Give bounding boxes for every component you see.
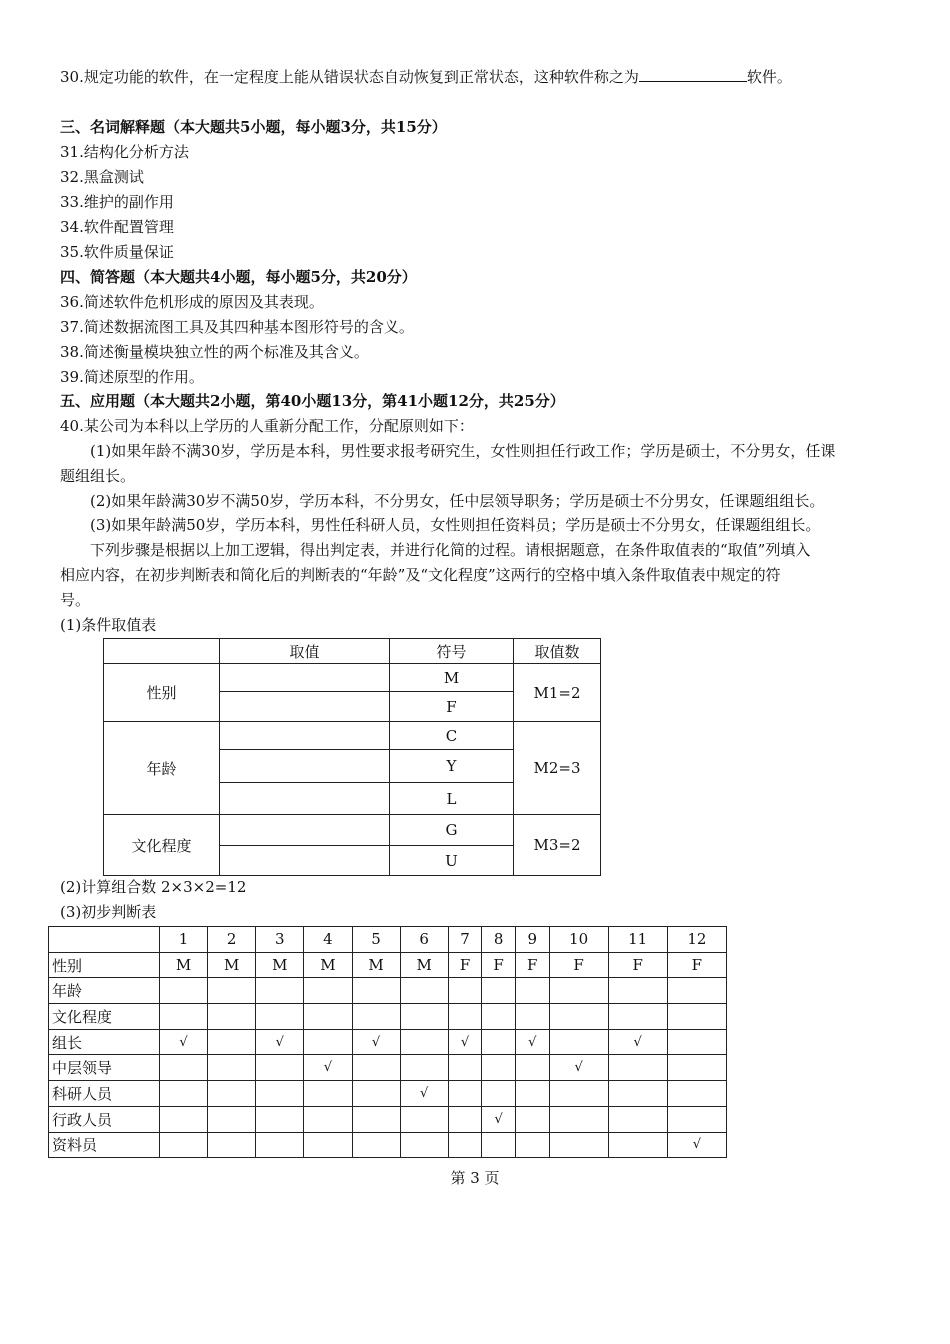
table-cell: M: [400, 952, 448, 978]
table-cell: M: [304, 952, 352, 978]
check-mark: √: [515, 1029, 549, 1055]
table-cell: F: [515, 952, 549, 978]
table-row: [49, 952, 727, 978]
table-cell: [352, 1106, 400, 1132]
table-row: [49, 1029, 727, 1055]
header-count: 取值数: [514, 639, 601, 664]
table-cell[interactable]: [667, 1004, 726, 1030]
question-33: 33.维护的副作用: [60, 193, 174, 211]
table-cell: [549, 1029, 608, 1055]
table-cell[interactable]: [160, 978, 208, 1004]
table-cell: M: [256, 952, 304, 978]
symbol: G: [390, 815, 514, 846]
table-cell: [549, 1132, 608, 1158]
value-cell[interactable]: [220, 846, 390, 876]
rule-number: 11: [608, 927, 667, 953]
table-cell: [208, 1029, 256, 1055]
table-cell: [482, 1081, 516, 1107]
value-cell[interactable]: [220, 750, 390, 783]
table-cell: [160, 1055, 208, 1081]
symbol: U: [390, 846, 514, 876]
table-cell: [667, 1106, 726, 1132]
question-40: 40.某公司为本科以上学历的人重新分配工作，分配原则如下：: [60, 417, 474, 435]
rule-number: 1: [160, 927, 208, 953]
value-cell[interactable]: [220, 722, 390, 750]
question-30: [60, 67, 792, 87]
check-mark: √: [400, 1081, 448, 1107]
table-cell: F: [608, 952, 667, 978]
q30-suffix: 软件。: [746, 68, 792, 86]
instruction-1: 下列步骤是根据以上加工逻辑，得出判定表，并进行化简的过程。请根据题意，在条件取值表的“取值”列填入: [90, 541, 811, 559]
table-cell: [608, 1081, 667, 1107]
table-row: [49, 1106, 727, 1132]
instruction-3: 号。: [60, 591, 91, 609]
rule-3: (3)如果年龄满50岁，学历本科，男性任科研人员，女性则担任资料员；学历是硕士不分男女，任课题组组长。: [90, 516, 821, 534]
table-cell[interactable]: [667, 978, 726, 1004]
symbol: M: [390, 664, 514, 692]
question-36: 36.简述软件危机形成的原因及其表现。: [60, 293, 324, 311]
question-32: 32.黑盒测试: [60, 168, 144, 186]
table-cell: [304, 1081, 352, 1107]
q30-text: 30.规定功能的软件，在一定程度上能从错误状态自动恢复到正常状态，这种软件称之为: [60, 68, 639, 86]
question-37: 37.简述数据流图工具及其四种基本图形符号的含义。: [60, 318, 414, 336]
corner-cell: [49, 927, 160, 953]
table-cell: [256, 1055, 304, 1081]
table-cell: F: [667, 952, 726, 978]
answer-blank: [639, 67, 747, 82]
rule-number: 6: [400, 927, 448, 953]
page-number: 第 3 页: [450, 1169, 500, 1187]
check-mark: √: [256, 1029, 304, 1055]
table-cell: [400, 1132, 448, 1158]
table-cell: [448, 1106, 482, 1132]
row-label: 组长: [49, 1029, 160, 1055]
instruction-2: 相应内容，在初步判断表和简化后的判断表的“年龄”及“文化程度”这两行的空格中填入条件取值表中规定的符: [60, 566, 781, 584]
rule-1: (1)如果年龄不满30岁，学历是本科，男性要求报考研究生，女性则担任行政工作；学历是硕士，不分男女，任课: [90, 442, 836, 460]
table-cell: [208, 1132, 256, 1158]
rule-2: (2)如果年龄满30岁不满50岁，学历本科，不分男女，任中层领导职务；学历是硕士不分男女，任课题组组长。: [90, 492, 825, 510]
table-cell: [608, 1055, 667, 1081]
rule-number: 5: [352, 927, 400, 953]
table-cell[interactable]: [304, 1004, 352, 1030]
value-cell[interactable]: [220, 664, 390, 692]
table-cell: [667, 1029, 726, 1055]
table-cell: [256, 1106, 304, 1132]
table-cell: [352, 1081, 400, 1107]
section-4-heading: 四、简答题（本大题共4小题，每小题5分，共20分）: [60, 268, 417, 286]
table-row: [49, 1132, 727, 1158]
table-cell[interactable]: [448, 978, 482, 1004]
rule-number: 12: [667, 927, 726, 953]
table-cell[interactable]: [208, 978, 256, 1004]
table-cell: [515, 1055, 549, 1081]
table-cell: [448, 1132, 482, 1158]
table-cell: F: [448, 952, 482, 978]
table-cell: [160, 1081, 208, 1107]
table-cell: [208, 1081, 256, 1107]
table-cell: M: [352, 952, 400, 978]
header-value: 取值: [220, 639, 390, 664]
table-cell: [400, 1055, 448, 1081]
count: M2=3: [514, 722, 601, 815]
initial-decision-table: [48, 926, 727, 1158]
table-cell[interactable]: [352, 1004, 400, 1030]
table-cell: [608, 1106, 667, 1132]
table-cell: [304, 1029, 352, 1055]
check-mark: √: [304, 1055, 352, 1081]
table-1-title: (1)条件取值表: [60, 616, 157, 634]
table-cell[interactable]: [482, 1004, 516, 1030]
check-mark: √: [448, 1029, 482, 1055]
row-label: 中层领导: [49, 1055, 160, 1081]
value-cell[interactable]: [220, 815, 390, 846]
table-cell: F: [482, 952, 516, 978]
table-cell: [160, 1132, 208, 1158]
value-cell[interactable]: [220, 692, 390, 722]
symbol: Y: [390, 750, 514, 783]
header-row: [49, 927, 727, 953]
table-cell[interactable]: [256, 1004, 304, 1030]
count: M3=2: [514, 815, 601, 876]
table-row: [49, 1004, 727, 1030]
table-cell: [667, 1081, 726, 1107]
table-cell: [482, 1132, 516, 1158]
education-label: 文化程度: [104, 815, 220, 876]
table-cell[interactable]: [352, 978, 400, 1004]
rule-number: 10: [549, 927, 608, 953]
row-label: 性别: [49, 952, 160, 978]
symbol: F: [390, 692, 514, 722]
table-cell[interactable]: [549, 978, 608, 1004]
rule-number: 2: [208, 927, 256, 953]
row-label: 行政人员: [49, 1106, 160, 1132]
value-cell[interactable]: [220, 783, 390, 815]
rule-number: 4: [304, 927, 352, 953]
table-cell: F: [549, 952, 608, 978]
table-cell: M: [160, 952, 208, 978]
table-cell: [256, 1081, 304, 1107]
table-cell[interactable]: [608, 978, 667, 1004]
table-cell: [400, 1029, 448, 1055]
section-3-heading: 三、名词解释题（本大题共5小题，每小题3分，共15分）: [60, 118, 447, 136]
check-mark: √: [160, 1029, 208, 1055]
table-cell[interactable]: [448, 1004, 482, 1030]
rule-number: 9: [515, 927, 549, 953]
check-mark: √: [352, 1029, 400, 1055]
table-row: [49, 978, 727, 1004]
table-cell[interactable]: [400, 978, 448, 1004]
table-cell[interactable]: [160, 1004, 208, 1030]
section-5-heading: 五、应用题（本大题共2小题，第40小题13分，第41小题12分，共25分）: [60, 392, 565, 410]
table-cell: [482, 1055, 516, 1081]
header-symbol: 符号: [390, 639, 514, 664]
rule-number: 8: [482, 927, 516, 953]
table-cell: [352, 1132, 400, 1158]
check-mark: √: [482, 1106, 516, 1132]
table-cell[interactable]: [515, 978, 549, 1004]
question-31: 31.结构化分析方法: [60, 143, 189, 161]
gender-label: 性别: [104, 664, 220, 722]
table-cell: [515, 1132, 549, 1158]
table-cell[interactable]: [208, 1004, 256, 1030]
table-cell: [256, 1132, 304, 1158]
table-cell: [160, 1106, 208, 1132]
table-cell: [482, 1029, 516, 1055]
table-cell: [549, 1081, 608, 1107]
table-cell[interactable]: [482, 978, 516, 1004]
check-mark: √: [549, 1055, 608, 1081]
row-label: 科研人员: [49, 1081, 160, 1107]
symbol: L: [390, 783, 514, 815]
table-row: [49, 1081, 727, 1107]
table-cell: [400, 1106, 448, 1132]
table-cell: [549, 1106, 608, 1132]
table-cell: [352, 1055, 400, 1081]
row-label: 年龄: [49, 978, 160, 1004]
table-cell[interactable]: [549, 1004, 608, 1030]
condition-value-table: [103, 638, 601, 876]
table-cell[interactable]: [256, 978, 304, 1004]
symbol: C: [390, 722, 514, 750]
table-cell: M: [208, 952, 256, 978]
check-mark: √: [608, 1029, 667, 1055]
rule-number: 3: [256, 927, 304, 953]
row-label: 文化程度: [49, 1004, 160, 1030]
age-label: 年龄: [104, 722, 220, 815]
table-cell: [448, 1055, 482, 1081]
question-35: 35.软件质量保证: [60, 243, 174, 261]
table-cell: [208, 1055, 256, 1081]
table-cell: [448, 1081, 482, 1107]
table-cell: [667, 1055, 726, 1081]
table-cell: [304, 1106, 352, 1132]
table-row: [49, 1055, 727, 1081]
question-34: 34.软件配置管理: [60, 218, 174, 236]
check-mark: √: [667, 1132, 726, 1158]
table-2-title: (3)初步判断表: [60, 903, 157, 921]
table-cell: [608, 1132, 667, 1158]
table-cell: [304, 1132, 352, 1158]
row-label: 资料员: [49, 1132, 160, 1158]
question-38: 38.简述衡量模块独立性的两个标准及其含义。: [60, 343, 369, 361]
table-cell: [208, 1106, 256, 1132]
header-blank: [104, 639, 220, 664]
table-cell[interactable]: [304, 978, 352, 1004]
combination-count: (2)计算组合数 2×3×2=12: [60, 878, 247, 896]
question-39: 39.简述原型的作用。: [60, 368, 204, 386]
rule-number: 7: [448, 927, 482, 953]
rule-1-cont: 题组组长。: [60, 467, 136, 485]
table-cell: [515, 1106, 549, 1132]
table-cell[interactable]: [515, 1004, 549, 1030]
count: M1=2: [514, 664, 601, 722]
table-cell[interactable]: [400, 1004, 448, 1030]
table-cell[interactable]: [608, 1004, 667, 1030]
table-cell: [515, 1081, 549, 1107]
